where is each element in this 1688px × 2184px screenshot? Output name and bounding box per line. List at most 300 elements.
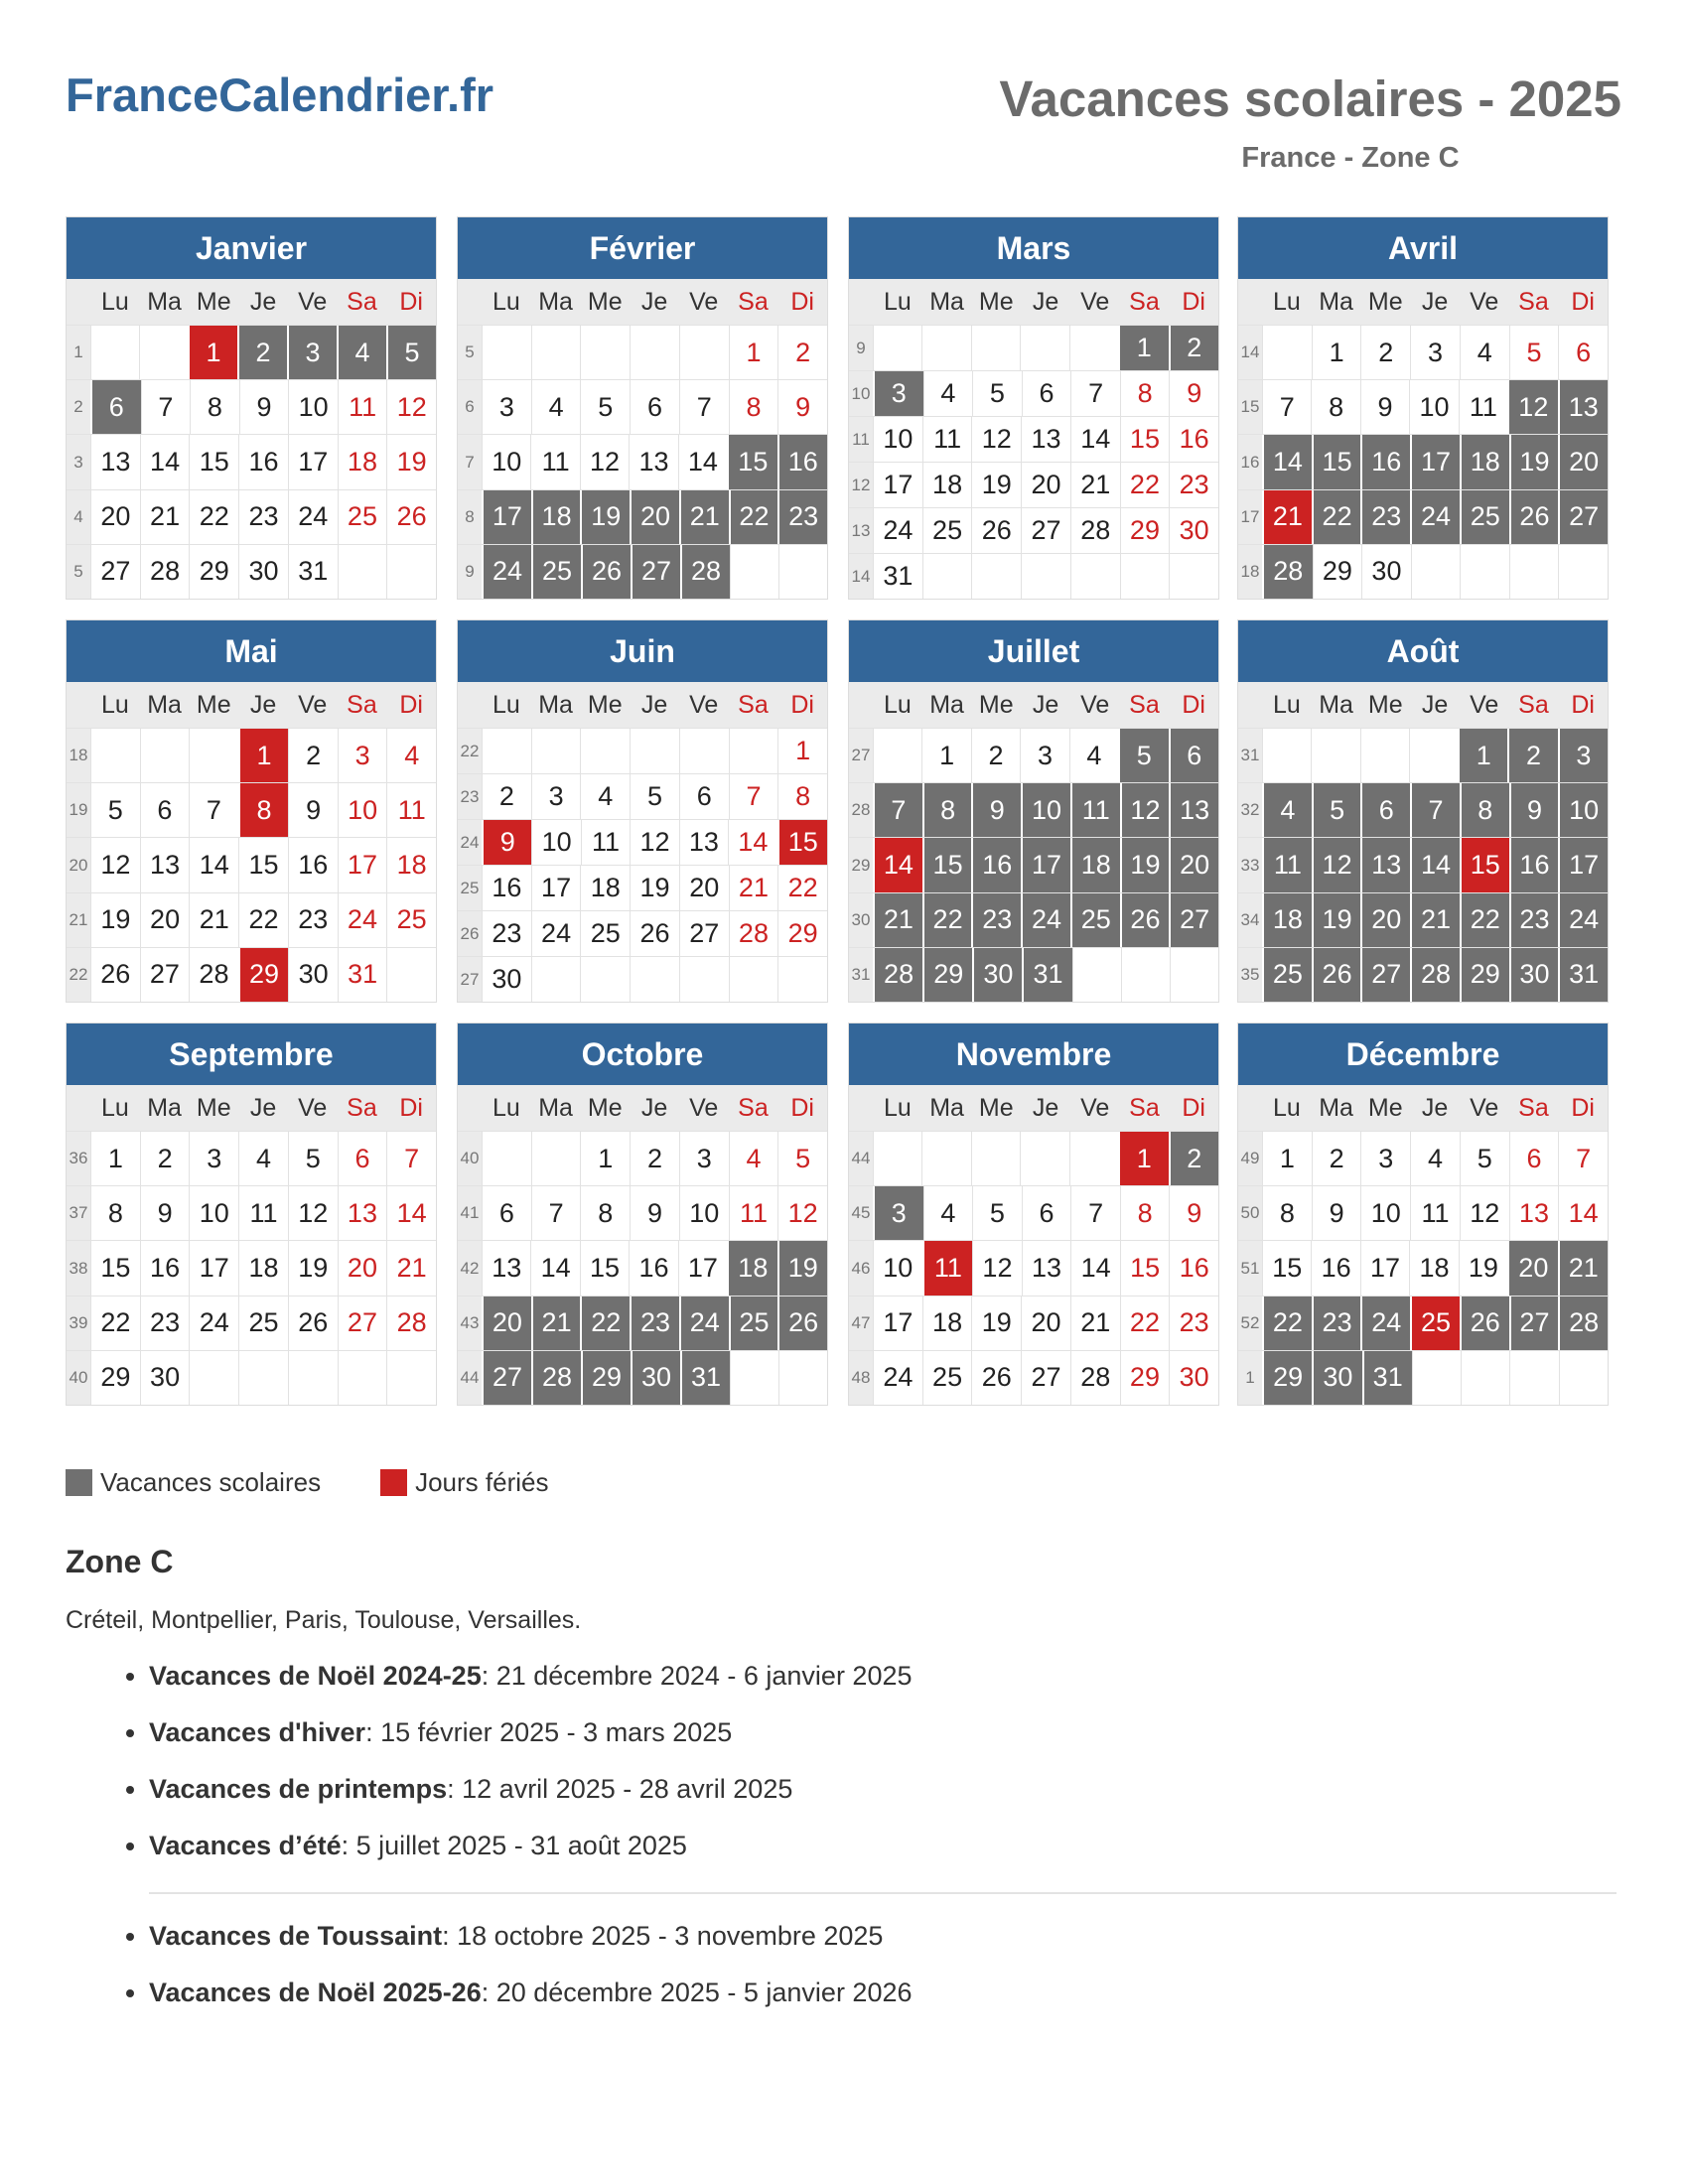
day-cell: 25: [922, 1351, 972, 1405]
weekday-label: Sa: [1129, 287, 1160, 316]
day-cell: 8: [1460, 783, 1509, 837]
day-cell: 31: [288, 545, 338, 599]
day-cell: 7: [1070, 1186, 1120, 1240]
day-cell: 15: [922, 838, 972, 891]
day-cell: 10: [1360, 1186, 1410, 1240]
day-cell: 27: [140, 948, 190, 1002]
holiday-dates: : 15 février 2025 - 3 mars 2025: [365, 1717, 733, 1747]
site-logo[interactable]: FranceCalendrier.fr: [66, 68, 494, 121]
week-row: [458, 1350, 827, 1405]
empty-day-cell: [1311, 729, 1359, 782]
day-cell: 22: [90, 1297, 140, 1350]
weekday-label: Lu: [883, 287, 912, 316]
week-row: [849, 507, 1218, 553]
weekday-header: [849, 279, 1218, 325]
empty-day-cell: [1509, 545, 1559, 599]
day-cell: 20: [679, 866, 729, 910]
day-cell: 12: [777, 1186, 827, 1240]
empty-day-cell: [1021, 554, 1070, 599]
day-cell: 15: [777, 820, 827, 865]
day-cell: 15: [1460, 838, 1509, 891]
day-cell: 22: [1460, 893, 1509, 947]
day-cell: 16: [1509, 838, 1559, 891]
day-cell: 19: [971, 463, 1021, 507]
weekday-label: Me: [1367, 690, 1403, 719]
day-cell: 3: [482, 380, 531, 434]
empty-day-cell: [922, 554, 972, 599]
week-number: 27: [458, 957, 482, 1002]
week-number: 23: [458, 774, 482, 819]
holiday-list-divider: [149, 1892, 1617, 1894]
empty-day-cell: [729, 729, 778, 773]
month-name: Décembre: [1238, 1024, 1608, 1085]
day-cell: 25: [531, 545, 581, 599]
day-cell: 25: [1410, 1297, 1460, 1350]
day-cell: 3: [531, 774, 581, 819]
week-row: [67, 1131, 436, 1185]
day-cell: 25: [338, 490, 387, 544]
day-cell: 16: [629, 1241, 677, 1295]
weekday-label: Me: [587, 690, 623, 719]
day-cell: 27: [338, 1297, 387, 1350]
day-cell: 18: [338, 435, 387, 488]
week-number: 7: [458, 435, 482, 488]
empty-day-cell: [873, 1132, 921, 1185]
month-name: Septembre: [67, 1024, 436, 1085]
day-cell: 12: [630, 820, 678, 865]
weekday-label: Sa: [1518, 287, 1549, 316]
weekday-label: Ma: [147, 690, 182, 719]
day-cell: 12: [1120, 783, 1170, 837]
day-cell: 7: [1410, 783, 1460, 837]
week-number: 1: [67, 326, 90, 379]
day-cell: 26: [971, 1351, 1021, 1405]
day-cell: 3: [873, 1186, 923, 1240]
empty-day-cell: [921, 1132, 970, 1185]
week-row: [1238, 379, 1608, 434]
day-cell: 17: [1558, 838, 1608, 891]
week-number: 22: [67, 948, 90, 1002]
day-cell: 30: [1312, 1351, 1361, 1405]
day-cell: 3: [679, 1132, 729, 1185]
day-cell: 4: [1069, 729, 1118, 782]
day-cell: 10: [873, 1241, 922, 1295]
week-number: 14: [1238, 326, 1262, 379]
holiday-item: [149, 1828, 913, 1884]
day-cell: 4: [1460, 326, 1509, 379]
day-cell: 20: [1169, 838, 1218, 891]
weeks: [67, 728, 436, 1002]
day-cell: 8: [922, 783, 972, 837]
day-cell: 13: [90, 435, 140, 488]
week-number: 34: [1238, 893, 1262, 947]
day-cell: 15: [1262, 1241, 1311, 1295]
week-row: [458, 1131, 827, 1185]
day-cell: 9: [140, 1186, 190, 1240]
empty-day-cell: [971, 326, 1020, 370]
day-cell: 28: [1558, 1297, 1608, 1350]
week-row: [1238, 837, 1608, 891]
day-cell: 4: [923, 1186, 973, 1240]
day-cell: 13: [1021, 417, 1070, 462]
week-number: 31: [1238, 729, 1262, 782]
week-number-header: [1238, 279, 1262, 325]
week-number: 46: [849, 1241, 873, 1295]
day-cell: 28: [1070, 1351, 1120, 1405]
week-row: [849, 462, 1218, 507]
week-row: [849, 782, 1218, 837]
week-row: [67, 325, 436, 379]
day-cell: 2: [1312, 1132, 1361, 1185]
week-number: 45: [849, 1186, 873, 1240]
weekday-label: Ma: [538, 287, 573, 316]
week-row: [458, 1240, 827, 1295]
week-number: 51: [1238, 1241, 1262, 1295]
day-cell: 4: [337, 326, 386, 379]
day-cell: 31: [338, 948, 387, 1002]
week-number: 42: [458, 1241, 482, 1295]
page-subtitle: France - Zone C: [1241, 142, 1460, 174]
day-cell: 10: [679, 1186, 729, 1240]
weekday-header: [67, 682, 436, 728]
week-number: 5: [67, 545, 90, 599]
weekday-header: [1238, 1085, 1608, 1131]
day-cell: 4: [1410, 1132, 1460, 1185]
weekday-label: Je: [1032, 690, 1059, 719]
weekday-label: Je: [1032, 1093, 1059, 1122]
weekday-label: Ma: [147, 1093, 182, 1122]
weekday-label: Di: [1182, 1093, 1205, 1122]
day-cell: 27: [1169, 893, 1218, 947]
day-cell: 19: [630, 866, 679, 910]
week-number-header: [67, 279, 90, 325]
day-cell: 20: [630, 490, 679, 544]
day-cell: 26: [630, 911, 679, 956]
day-cell: 31: [1362, 1351, 1412, 1405]
day-cell: 14: [1070, 417, 1120, 462]
day-cell: 5: [580, 380, 630, 434]
day-cell: 9: [239, 380, 289, 434]
day-cell: 19: [1459, 1241, 1507, 1295]
day-cell: 8: [777, 774, 827, 819]
day-cell: 31: [873, 554, 922, 599]
empty-day-cell: [1262, 729, 1311, 782]
month-calendar: [457, 216, 828, 600]
day-cell: 29: [1120, 1351, 1170, 1405]
day-cell: 5: [1460, 1132, 1509, 1185]
day-cell: 30: [1169, 508, 1218, 553]
day-cell: 2: [1360, 326, 1410, 379]
empty-day-cell: [1069, 326, 1118, 370]
day-cell: 6: [630, 380, 679, 434]
day-cell: 7: [189, 783, 238, 837]
weekday-label: Ve: [298, 690, 328, 719]
week-number: 40: [67, 1351, 90, 1405]
month-name: Octobre: [458, 1024, 827, 1085]
weeks: [849, 325, 1218, 599]
day-cell: 21: [1262, 490, 1312, 544]
legend-item-holiday: [380, 1467, 548, 1498]
day-cell: 17: [1410, 435, 1460, 488]
weekday-label: Sa: [347, 287, 377, 316]
day-cell: 14: [1558, 1186, 1608, 1240]
day-cell: 29: [1460, 948, 1509, 1002]
week-number: 2: [67, 380, 90, 434]
weekday-label: Sa: [1518, 1093, 1549, 1122]
empty-day-cell: [386, 1351, 436, 1405]
empty-day-cell: [1509, 1351, 1558, 1405]
day-cell: 2: [777, 326, 827, 379]
day-cell: 27: [90, 545, 140, 599]
week-number: 38: [67, 1241, 90, 1295]
week-row: [1238, 947, 1608, 1002]
day-cell: 7: [141, 380, 191, 434]
holiday-item: [149, 1714, 913, 1771]
day-cell: 17: [482, 490, 531, 544]
week-row: [1238, 1296, 1608, 1350]
day-cell: 1: [729, 326, 778, 379]
weekday-label: Ve: [689, 1093, 719, 1122]
day-cell: 11: [530, 435, 579, 488]
weekday-header: [458, 1085, 827, 1131]
week-row: [458, 544, 827, 599]
day-cell: 9: [777, 380, 827, 434]
week-row: [458, 325, 827, 379]
day-cell: 7: [1558, 1132, 1608, 1185]
day-cell: 10: [873, 417, 922, 462]
day-cell: 16: [288, 838, 338, 891]
day-cell: 7: [531, 1186, 581, 1240]
day-cell: 26: [581, 545, 631, 599]
day-cell: 22: [777, 866, 827, 910]
week-row: [67, 837, 436, 891]
day-cell: 12: [386, 380, 436, 434]
day-cell: 24: [873, 508, 922, 553]
day-cell: 6: [1022, 1186, 1071, 1240]
day-cell: 24: [873, 1351, 922, 1405]
day-cell: 15: [90, 1241, 140, 1295]
week-row: [849, 1350, 1218, 1405]
day-cell: 21: [873, 893, 922, 947]
week-number: 39: [67, 1297, 90, 1350]
day-cell: 5: [1312, 783, 1361, 837]
day-cell: 5: [386, 326, 436, 379]
day-cell: 11: [238, 1186, 288, 1240]
day-cell: 14: [140, 435, 190, 488]
holiday-name: Vacances de Noël 2024-25: [149, 1661, 482, 1691]
day-cell: 15: [1120, 417, 1170, 462]
week-number: 15: [1238, 380, 1262, 434]
day-cell: 18: [531, 490, 581, 544]
day-cell: 8: [1120, 1186, 1170, 1240]
week-number: 5: [458, 326, 482, 379]
weekday-label: Je: [640, 690, 668, 719]
day-cell: 1: [777, 729, 827, 773]
day-cell: 8: [238, 783, 289, 837]
empty-day-cell: [679, 729, 729, 773]
day-cell: 8: [1311, 380, 1359, 434]
day-cell: 28: [1410, 948, 1460, 1002]
day-cell: 22: [922, 893, 972, 947]
month-name: Juin: [458, 620, 827, 682]
day-cell: 7: [1070, 371, 1120, 416]
weekday-header: [67, 1085, 436, 1131]
day-cell: 11: [386, 783, 436, 837]
day-cell: 12: [90, 838, 140, 891]
week-number: 40: [458, 1132, 482, 1185]
empty-day-cell: [531, 1132, 581, 1185]
weekday-label: Me: [978, 1093, 1014, 1122]
week-number: 22: [458, 729, 482, 773]
week-number: 24: [458, 820, 482, 865]
week-number-header: [849, 682, 873, 728]
day-cell: 11: [1459, 380, 1507, 434]
day-cell: 6: [1360, 783, 1410, 837]
empty-day-cell: [531, 957, 581, 1002]
day-cell: 25: [1070, 893, 1120, 947]
day-cell: 13: [679, 820, 728, 865]
day-cell: 8: [1120, 371, 1170, 416]
day-cell: 31: [1022, 948, 1071, 1002]
empty-day-cell: [778, 1351, 827, 1405]
day-cell: 5: [1509, 326, 1559, 379]
day-cell: 27: [1558, 490, 1608, 544]
day-cell: 21: [1558, 1241, 1608, 1295]
day-cell: 18: [386, 838, 436, 891]
week-number: 11: [849, 417, 873, 462]
day-cell: 27: [482, 1351, 531, 1405]
day-cell: 12: [1312, 838, 1361, 891]
day-cell: 31: [1558, 948, 1608, 1002]
week-number: 44: [458, 1351, 482, 1405]
week-row: [1238, 434, 1608, 488]
week-row: [849, 1240, 1218, 1295]
month-name: Août: [1238, 620, 1608, 682]
day-cell: 13: [1022, 1241, 1071, 1295]
day-cell: 20: [1558, 435, 1608, 488]
day-cell: 21: [386, 1241, 436, 1295]
holiday-name: Vacances d'hiver: [149, 1717, 366, 1747]
day-cell: 19: [1120, 838, 1170, 891]
weekday-label: Lu: [100, 1093, 129, 1122]
week-row: [1238, 544, 1608, 599]
day-cell: 9: [288, 783, 338, 837]
day-cell: 25: [729, 1297, 778, 1350]
day-cell: 21: [140, 490, 190, 544]
weekday-label: Di: [1571, 287, 1595, 316]
empty-day-cell: [140, 729, 190, 782]
week-row: [458, 910, 827, 956]
week-number: 20: [67, 838, 90, 891]
weekday-label: Ve: [1470, 287, 1499, 316]
day-cell: 15: [189, 435, 238, 488]
day-cell: 25: [1262, 948, 1312, 1002]
week-number: 28: [849, 783, 873, 837]
week-number: 26: [458, 911, 482, 956]
week-number: 30: [849, 893, 873, 947]
month-calendar: [1237, 1023, 1609, 1406]
weeks: [458, 1131, 827, 1405]
day-cell: 24: [189, 1297, 238, 1350]
weekday-label: Di: [1182, 690, 1205, 719]
month-name: Janvier: [67, 217, 436, 279]
empty-day-cell: [531, 729, 581, 773]
day-cell: 14: [1410, 838, 1460, 891]
day-cell: 18: [1070, 838, 1120, 891]
weekday-label: Lu: [100, 690, 129, 719]
day-cell: 23: [1169, 463, 1218, 507]
weekday-label: Lu: [1272, 1093, 1301, 1122]
week-number: 44: [849, 1132, 873, 1185]
day-cell: 22: [1120, 463, 1170, 507]
empty-day-cell: [482, 326, 531, 379]
weekday-header: [67, 279, 436, 325]
week-number: 41: [458, 1186, 482, 1240]
week-number: 37: [67, 1186, 90, 1240]
weekday-label: Ve: [1470, 1093, 1499, 1122]
day-cell: 13: [1509, 1186, 1559, 1240]
day-cell: 9: [482, 820, 531, 865]
weekday-header: [849, 682, 1218, 728]
empty-day-cell: [1070, 554, 1120, 599]
empty-day-cell: [1072, 948, 1121, 1002]
day-cell: 13: [629, 435, 677, 488]
day-cell: 2: [1169, 326, 1218, 370]
day-cell: 4: [1262, 783, 1312, 837]
holiday-item: [149, 1918, 913, 1975]
day-cell: 17: [1021, 838, 1070, 891]
empty-day-cell: [1412, 1351, 1461, 1405]
day-cell: 24: [531, 911, 581, 956]
day-cell: 14: [873, 838, 922, 891]
weeks: [849, 728, 1218, 1002]
day-cell: 25: [580, 911, 630, 956]
weekday-label: Je: [640, 1093, 668, 1122]
day-cell: 13: [338, 1186, 387, 1240]
holiday-dates: : 5 juillet 2025 - 31 août 2025: [341, 1831, 687, 1860]
day-cell: 14: [386, 1186, 436, 1240]
weeks: [458, 728, 827, 1002]
day-cell: 18: [580, 866, 630, 910]
month-name: Avril: [1238, 217, 1608, 279]
day-cell: 6: [1558, 326, 1608, 379]
weekday-label: Sa: [738, 1093, 769, 1122]
weekday-label: Ma: [538, 1093, 573, 1122]
day-cell: 4: [531, 380, 581, 434]
week-number: 9: [458, 545, 482, 599]
weekday-label: Me: [978, 690, 1014, 719]
day-cell: 2: [1169, 1132, 1218, 1185]
empty-day-cell: [139, 326, 188, 379]
day-cell: 20: [1507, 1241, 1557, 1295]
weekday-label: Di: [790, 690, 814, 719]
weekday-label: Ve: [1080, 690, 1110, 719]
weekday-label: Je: [640, 287, 668, 316]
month-calendar: [457, 1023, 828, 1406]
week-number: 33: [1238, 838, 1262, 891]
day-cell: 13: [1360, 838, 1410, 891]
day-cell: 2: [140, 1132, 190, 1185]
empty-day-cell: [482, 1132, 531, 1185]
day-cell: 19: [1312, 893, 1361, 947]
day-cell: 23: [140, 1297, 190, 1350]
day-cell: 12: [971, 417, 1021, 462]
week-row: [1238, 1131, 1608, 1185]
week-number: 52: [1238, 1297, 1262, 1350]
day-cell: 27: [631, 545, 680, 599]
day-cell: 23: [1360, 490, 1410, 544]
day-cell: 28: [873, 948, 922, 1002]
